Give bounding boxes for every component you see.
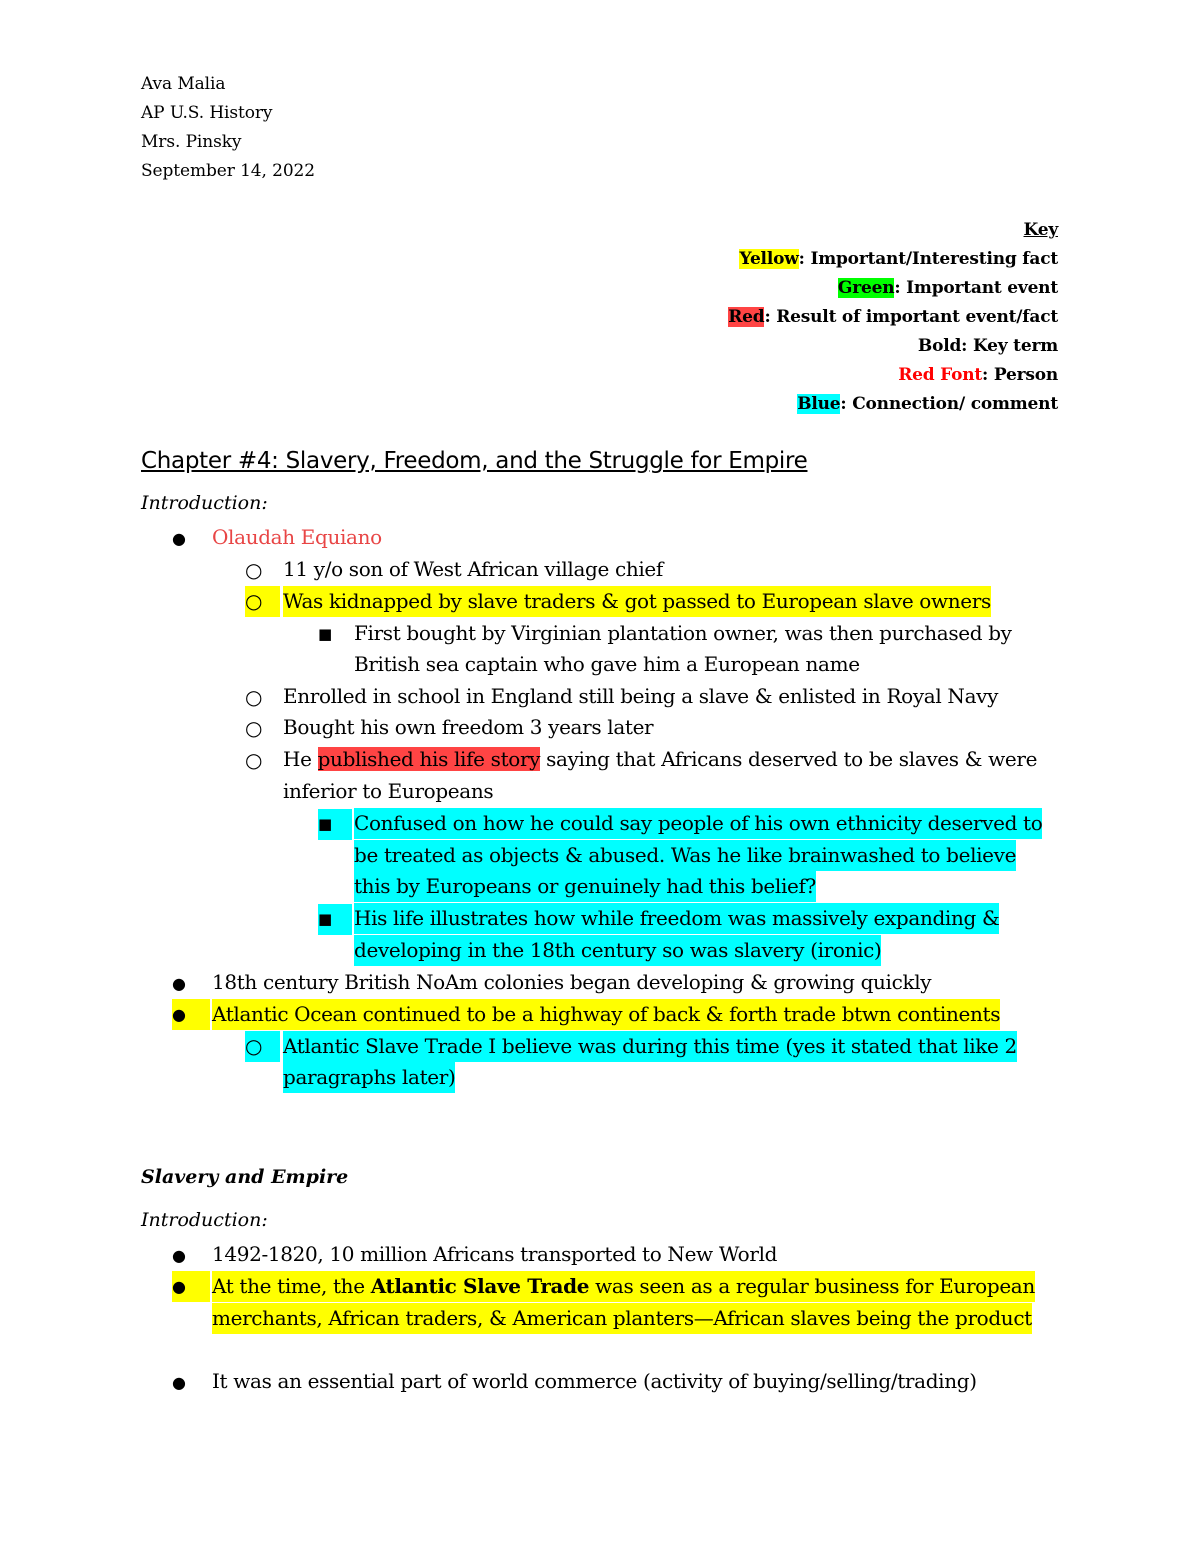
comment-slave-trade-line1: Atlantic Slave Trade I believe was during this time (yes it stated that like 2: [283, 1031, 1017, 1062]
key-yellow-desc: : Important/Interesting fact: [798, 249, 1058, 269]
teacher-name: Mrs. Pinsky: [141, 132, 242, 152]
list-item-atlantic: Atlantic Ocean continued to be a highway of back & forth trade btwn continents: [212, 999, 1000, 1030]
list-item-time-line2: merchants, African traders, & American planters—African slaves being the product: [212, 1303, 1032, 1334]
circle-bullet-icon: ○: [245, 748, 263, 772]
key-red-label: Red: [728, 307, 765, 327]
key-redfont-label: Red Font: [898, 365, 983, 385]
key-bold-desc: : Key term: [961, 336, 1058, 356]
intro-label: Introduction:: [141, 1209, 268, 1231]
list-item-published: [283, 744, 1037, 775]
list-item-son: 11 y/o son of West African village chief: [283, 557, 663, 581]
list-item-enrolled: Enrolled in school in England still being a slave & enlisted in Royal Navy: [283, 684, 999, 708]
list-item-commerce: It was an essential part of world commerce (activity of buying/selling/trading): [212, 1369, 977, 1393]
student-header: [141, 70, 315, 186]
list-item-transported: 1492-1820, 10 million Africans transported to New World: [212, 1242, 778, 1266]
bullet-icon: ●: [172, 974, 186, 993]
course-name: AP U.S. History: [141, 103, 273, 123]
list-item-time: [212, 1271, 1035, 1302]
comment-confused-line3: this by Europeans or genuinely had this belief?: [354, 871, 816, 902]
bullet-icon: ●: [172, 1271, 210, 1302]
bullet-icon: ●: [172, 1246, 186, 1265]
color-key: [728, 216, 1058, 419]
list-item-equiano: Olaudah Equiano: [212, 525, 382, 549]
key-term-atlantic-slave-trade: Atlantic Slave Trade: [370, 1274, 590, 1298]
bullet-icon: ●: [172, 529, 186, 548]
time-prefix: At the time, the: [212, 1274, 371, 1298]
assignment-date: September 14, 2022: [141, 161, 315, 181]
key-green-label: Green: [837, 278, 895, 298]
circle-bullet-icon: ○: [245, 558, 263, 582]
key-bold-label: Bold: [917, 336, 962, 356]
list-item-colonies: 18th century British NoAm colonies began developing & growing quickly: [212, 970, 932, 994]
circle-bullet-icon: ○: [245, 1031, 280, 1062]
circle-bullet-icon: ○: [245, 586, 280, 617]
key-blue-label: Blue: [797, 394, 841, 414]
time-suffix: was seen as a regular business for European: [589, 1274, 1035, 1298]
comment-life-line2: developing in the 18th century so was slavery (ironic): [354, 935, 881, 966]
comment-slave-trade-line2: paragraphs later): [283, 1062, 455, 1093]
key-title: Key: [1023, 220, 1058, 240]
comment-confused-line2: be treated as objects & abused. Was he like brainwashed to believe: [354, 840, 1016, 871]
intro-label: Introduction:: [141, 492, 268, 514]
comment-life-line1: His life illustrates how while freedom was massively expanding &: [354, 903, 999, 934]
list-item-kidnapped: Was kidnapped by slave traders & got passed to European slave owners: [283, 586, 991, 617]
key-blue-desc: : Connection/ comment: [840, 394, 1058, 414]
published-suffix: saying that Africans deserved to be slaves & were: [540, 747, 1038, 771]
key-green-desc: : Important event: [894, 278, 1058, 298]
section-title: Slavery and Empire: [141, 1166, 349, 1188]
square-bullet-icon: ■: [318, 904, 352, 935]
published-highlight: published his life story: [317, 747, 541, 771]
list-item-bought-line1: First bought by Virginian plantation owner, was then purchased by: [354, 621, 1012, 645]
list-item-freedom: Bought his own freedom 3 years later: [283, 715, 654, 739]
list-item-published-line2: inferior to Europeans: [283, 779, 494, 803]
bullet-icon: ●: [172, 1373, 186, 1392]
list-item-bought-line2: British sea captain who gave him a European name: [354, 652, 860, 676]
key-red-desc: : Result of important event/fact: [764, 307, 1058, 327]
comment-confused-line1: Confused on how he could say people of his own ethnicity deserved to: [354, 808, 1042, 839]
circle-bullet-icon: ○: [245, 716, 263, 740]
key-yellow-label: Yellow: [739, 249, 799, 269]
bullet-icon: ●: [172, 999, 210, 1030]
square-bullet-icon: ■: [318, 809, 352, 840]
key-redfont-desc: : Person: [982, 365, 1058, 385]
student-name: Ava Malia: [141, 74, 226, 94]
circle-bullet-icon: ○: [245, 685, 263, 709]
square-bullet-icon: ■: [318, 625, 333, 643]
chapter-title: Chapter #4: Slavery, Freedom, and the Struggle for Empire: [141, 448, 808, 474]
published-prefix: He: [283, 747, 318, 771]
